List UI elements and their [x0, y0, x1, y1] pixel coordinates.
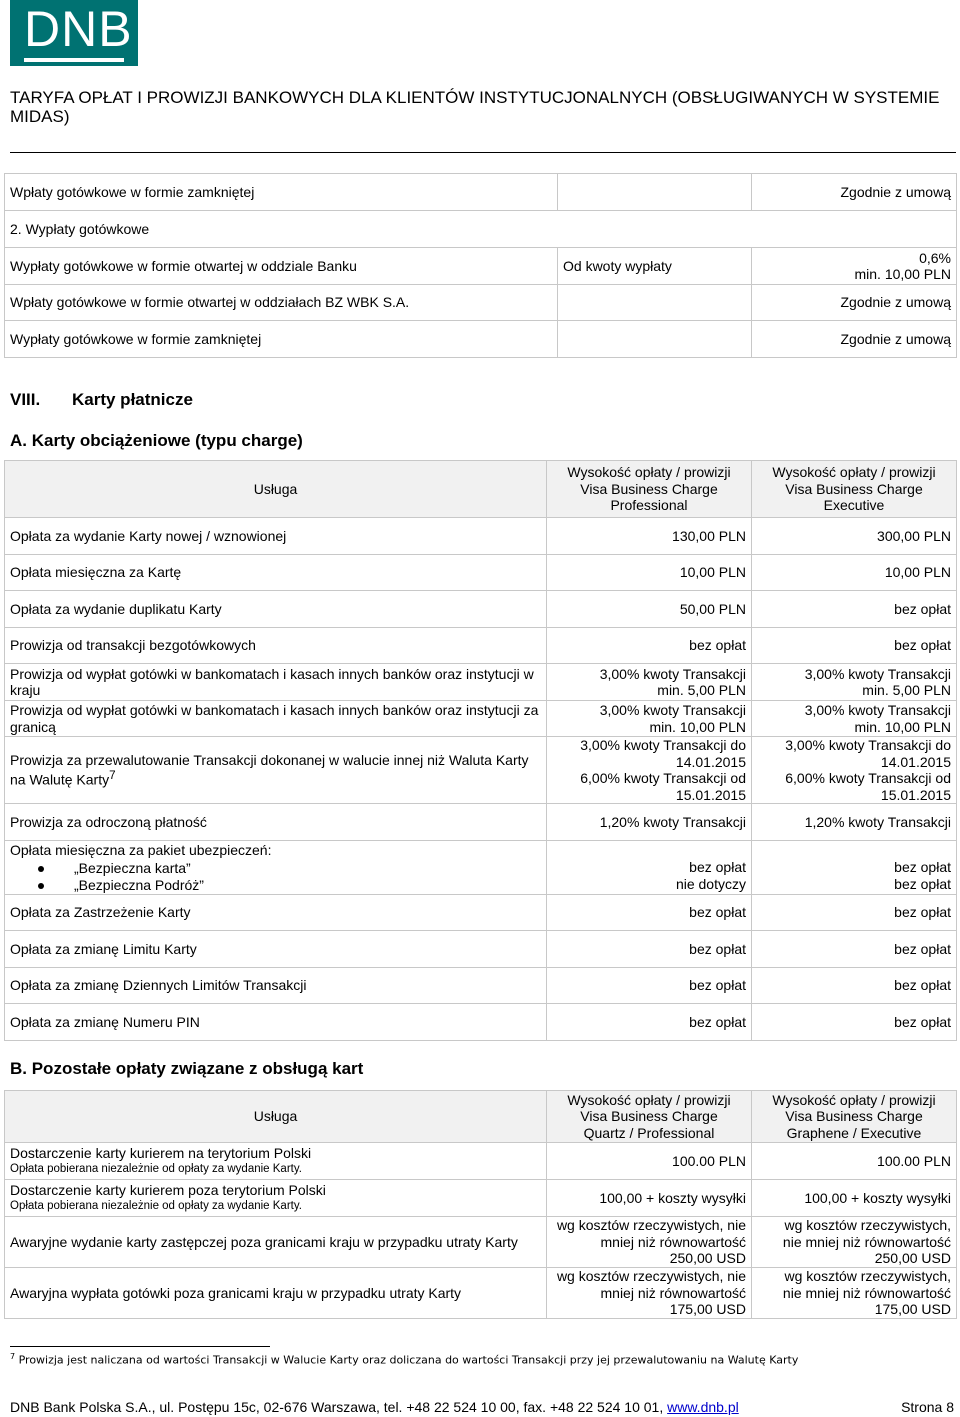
row-label: Dostarczenie karty kurierem poza terytorium Polski Opłata pobierana niezależnie od opłaty za wydanie Karty. [5, 1180, 547, 1217]
header-quartz-professional: Wysokość opłaty / prowizji Visa Business Charge Quartz / Professional [547, 1091, 752, 1143]
value-executive: bez opłat [752, 1004, 957, 1041]
table-row [5, 1217, 957, 1268]
value-professional: bez opłat [547, 628, 752, 664]
header-professional: Wysokość opłaty / prowizji Visa Business Charge Professional [547, 461, 752, 518]
row-label: Prowizja od transakcji bezgotówkowych [5, 628, 547, 664]
row-label: Prowizja za przewalutowanie Transakcji dokonanej w walucie innej niż Waluta Karty na Walutę Karty$^7$ [5, 737, 547, 804]
table-row [5, 968, 957, 1004]
row-label: Opłata za zmianę Numeru PIN [5, 1004, 547, 1041]
row-label: Awaryjne wydanie karty zastępczej poza granicami kraju w przypadku utraty Karty [5, 1217, 547, 1268]
row-note: Opłata pobierana niezależnie od opłaty za wydanie Karty. [10, 1163, 302, 1175]
table-row [5, 518, 957, 555]
logo-text: DNB [24, 1, 133, 57]
section-viii-number: VIII. [10, 390, 41, 409]
footnote [10, 1352, 798, 1367]
row-label: Opłata za Zastrzeżenie Karty [5, 895, 547, 931]
footer-link[interactable]: www.dnb.pl [667, 1399, 739, 1415]
table-row [5, 737, 957, 804]
document-title: TARYFA OPŁAT I PROWIZJI BANKOWYCH DLA KLIENTÓW INSTYTUCJONALNYCH (OBSŁUGIWANYCH W SYSTEMIE MIDAS) [10, 88, 940, 126]
value-col1: 100.00 PLN [547, 1143, 752, 1180]
header-service: Usługa [5, 461, 547, 518]
table-row [5, 248, 957, 285]
table-row [5, 174, 957, 211]
value-executive: 1,20% kwoty Transakcji [752, 804, 957, 841]
row-label: Opłata za zmianę Dziennych Limitów Transakcji [5, 968, 547, 1004]
table-row [5, 931, 957, 968]
row-label: Wpłaty gotówkowe w formie otwartej w oddziałach BZ WBK S.A. [5, 285, 558, 321]
value-executive: 3,00% kwoty Transakcji min. 10,00 PLN [752, 701, 957, 737]
value-executive: 300,00 PLN [752, 518, 957, 555]
table-row [5, 591, 957, 628]
value-executive: bez opłat [752, 895, 957, 931]
row-value: Zgodnie z umową [752, 174, 957, 211]
charge-cards-table [4, 460, 957, 1041]
row-value: Zgodnie z umową [752, 285, 957, 321]
table-row [5, 555, 957, 591]
value-professional: 130,00 PLN [547, 518, 752, 555]
dnb-logo [10, 0, 138, 66]
footer-address: DNB Bank Polska S.A., ul. Postępu 15c, 02-676 Warszawa, tel. +48 22 524 10 00, fax. +48 22 524 10 01, [10, 1399, 668, 1415]
page-number: Strona 8 [901, 1399, 954, 1415]
value-professional: 50,00 PLN [547, 591, 752, 628]
value-executive: bez opłat [752, 628, 957, 664]
row-mid [558, 285, 752, 321]
row-label: Wpłaty gotówkowe w formie zamkniętej [5, 174, 558, 211]
row-label: Dostarczenie karty kurierem na terytorium Polski Opłata pobierana niezależnie od opłaty za wydanie Karty. [5, 1143, 547, 1180]
value-col2: wg kosztów rzeczywistych, nie mniej niż równowartość 250,00 USD [752, 1217, 957, 1268]
row-label: Prowizja od wypłat gotówki w bankomatach i kasach innych banków oraz instytucji za granicą [5, 701, 547, 737]
value-executive: 3,00% kwoty Transakcji min. 5,00 PLN [752, 664, 957, 701]
table-row [5, 804, 957, 841]
row-label: Prowizja od wypłat gotówki w bankomatach i kasach innych banków oraz instytucji w kraju [5, 664, 547, 701]
row-value: 0,6% min. 10,00 PLN [752, 248, 957, 285]
value-professional: 3,00% kwoty Transakcji min. 10,00 PLN [547, 701, 752, 737]
value-col2: 100,00 + koszty wysyłki [752, 1180, 957, 1217]
table-row [5, 701, 957, 737]
table-row [5, 321, 957, 358]
value-executive: bez opłat [752, 931, 957, 968]
table-row [5, 1180, 957, 1217]
value-executive: bez opłat [752, 968, 957, 1004]
cash-operations-table [4, 173, 957, 358]
value-col1: wg kosztów rzeczywistych, nie mniej niż równowartość 250,00 USD [547, 1217, 752, 1268]
table-row [5, 285, 957, 321]
section-a-title: A. Karty obciążeniowe (typu charge) [10, 431, 303, 450]
table-row [5, 1004, 957, 1041]
table-row [5, 211, 957, 248]
value-executive: bez opłat [752, 591, 957, 628]
value-professional: 1,20% kwoty Transakcji [547, 804, 752, 841]
header-executive: Wysokość opłaty / prowizji Visa Business Charge Executive [752, 461, 957, 518]
row-label: Opłata miesięczna za pakiet ubezpieczeń: „Bezpieczna karta” „Bezpieczna Podróż” [5, 841, 547, 895]
value-col2: wg kosztów rzeczywistych, nie mniej niż równowartość 175,00 USD [752, 1268, 957, 1319]
row-mid [558, 174, 752, 211]
row-label: Opłata za wydanie duplikatu Karty [5, 591, 547, 628]
logo-underline [24, 58, 124, 62]
table-row [5, 1268, 957, 1319]
insurance-list [10, 860, 541, 893]
row-label: Opłata miesięczna za Kartę [5, 555, 547, 591]
page-footer [10, 1399, 954, 1415]
footnote-ref: 7 [109, 769, 116, 783]
value-col1: 100,00 + koszty wysyłki [547, 1180, 752, 1217]
value-professional: bez opłat [547, 1004, 752, 1041]
header-service: Usługa [5, 1091, 547, 1143]
footnote-divider [10, 1346, 270, 1347]
row-mid: Od kwoty wypłaty [558, 248, 752, 285]
table-row [5, 841, 957, 895]
row-note: Opłata pobierana niezależnie od opłaty za wydanie Karty. [10, 1200, 302, 1212]
list-item: „Bezpieczna Podróż” [38, 877, 541, 894]
table-header [5, 461, 957, 518]
row-label: Prowizja za odroczoną płatność [5, 804, 547, 841]
value-executive: bez opłat bez opłat [752, 841, 957, 895]
table-row [5, 1143, 957, 1180]
value-professional: 10,00 PLN [547, 555, 752, 591]
row-mid [558, 321, 752, 358]
value-professional: bez opłat [547, 931, 752, 968]
other-card-fees-table [4, 1090, 957, 1319]
row-value: Zgodnie z umową [752, 321, 957, 358]
table-row [5, 664, 957, 701]
value-professional: 3,00% kwoty Transakcji do 14.01.2015 6,00% kwoty Transakcji od 15.01.2015 [547, 737, 752, 804]
row-label: Wypłaty gotówkowe w formie otwartej w oddziale Banku [5, 248, 558, 285]
section-viii-title: Karty płatnicze [72, 390, 193, 409]
footnote-number: 7 [10, 1352, 16, 1361]
row-label: Opłata za zmianę Limitu Karty [5, 931, 547, 968]
value-col2: 100.00 PLN [752, 1143, 957, 1180]
value-professional: bez opłat nie dotyczy [547, 841, 752, 895]
table-row [5, 628, 957, 664]
table-header [5, 1091, 957, 1143]
section-b-title: B. Pozostałe opłaty związane z obsługą kart [10, 1059, 364, 1078]
row-label: Opłata za wydanie Karty nowej / wznowionej [5, 518, 547, 555]
value-professional: bez opłat [547, 968, 752, 1004]
table-row [5, 895, 957, 931]
subsection-label: 2. Wypłaty gotówkowe [5, 211, 957, 248]
value-executive: 10,00 PLN [752, 555, 957, 591]
title-divider [10, 152, 956, 153]
row-label: Wypłaty gotówkowe w formie zamkniętej [5, 321, 558, 358]
list-item: „Bezpieczna karta” [38, 860, 541, 877]
footnote-text: Prowizja jest naliczana od wartości Transakcji w Walucie Karty oraz doliczana do wartości Transakcji przy jej przewalutowaniu na Walutę Karty [18, 1353, 799, 1367]
row-label: Awaryjna wypłata gotówki poza granicami kraju w przypadku utraty Karty [5, 1268, 547, 1319]
value-executive: 3,00% kwoty Transakcji do 14.01.2015 6,00% kwoty Transakcji od 15.01.2015 [752, 737, 957, 804]
value-professional: bez opłat [547, 895, 752, 931]
value-professional: 3,00% kwoty Transakcji min. 5,00 PLN [547, 664, 752, 701]
header-graphene-executive: Wysokość opłaty / prowizji Visa Business Charge Graphene / Executive [752, 1091, 957, 1143]
value-col1: wg kosztów rzeczywistych, nie mniej niż równowartość 175,00 USD [547, 1268, 752, 1319]
